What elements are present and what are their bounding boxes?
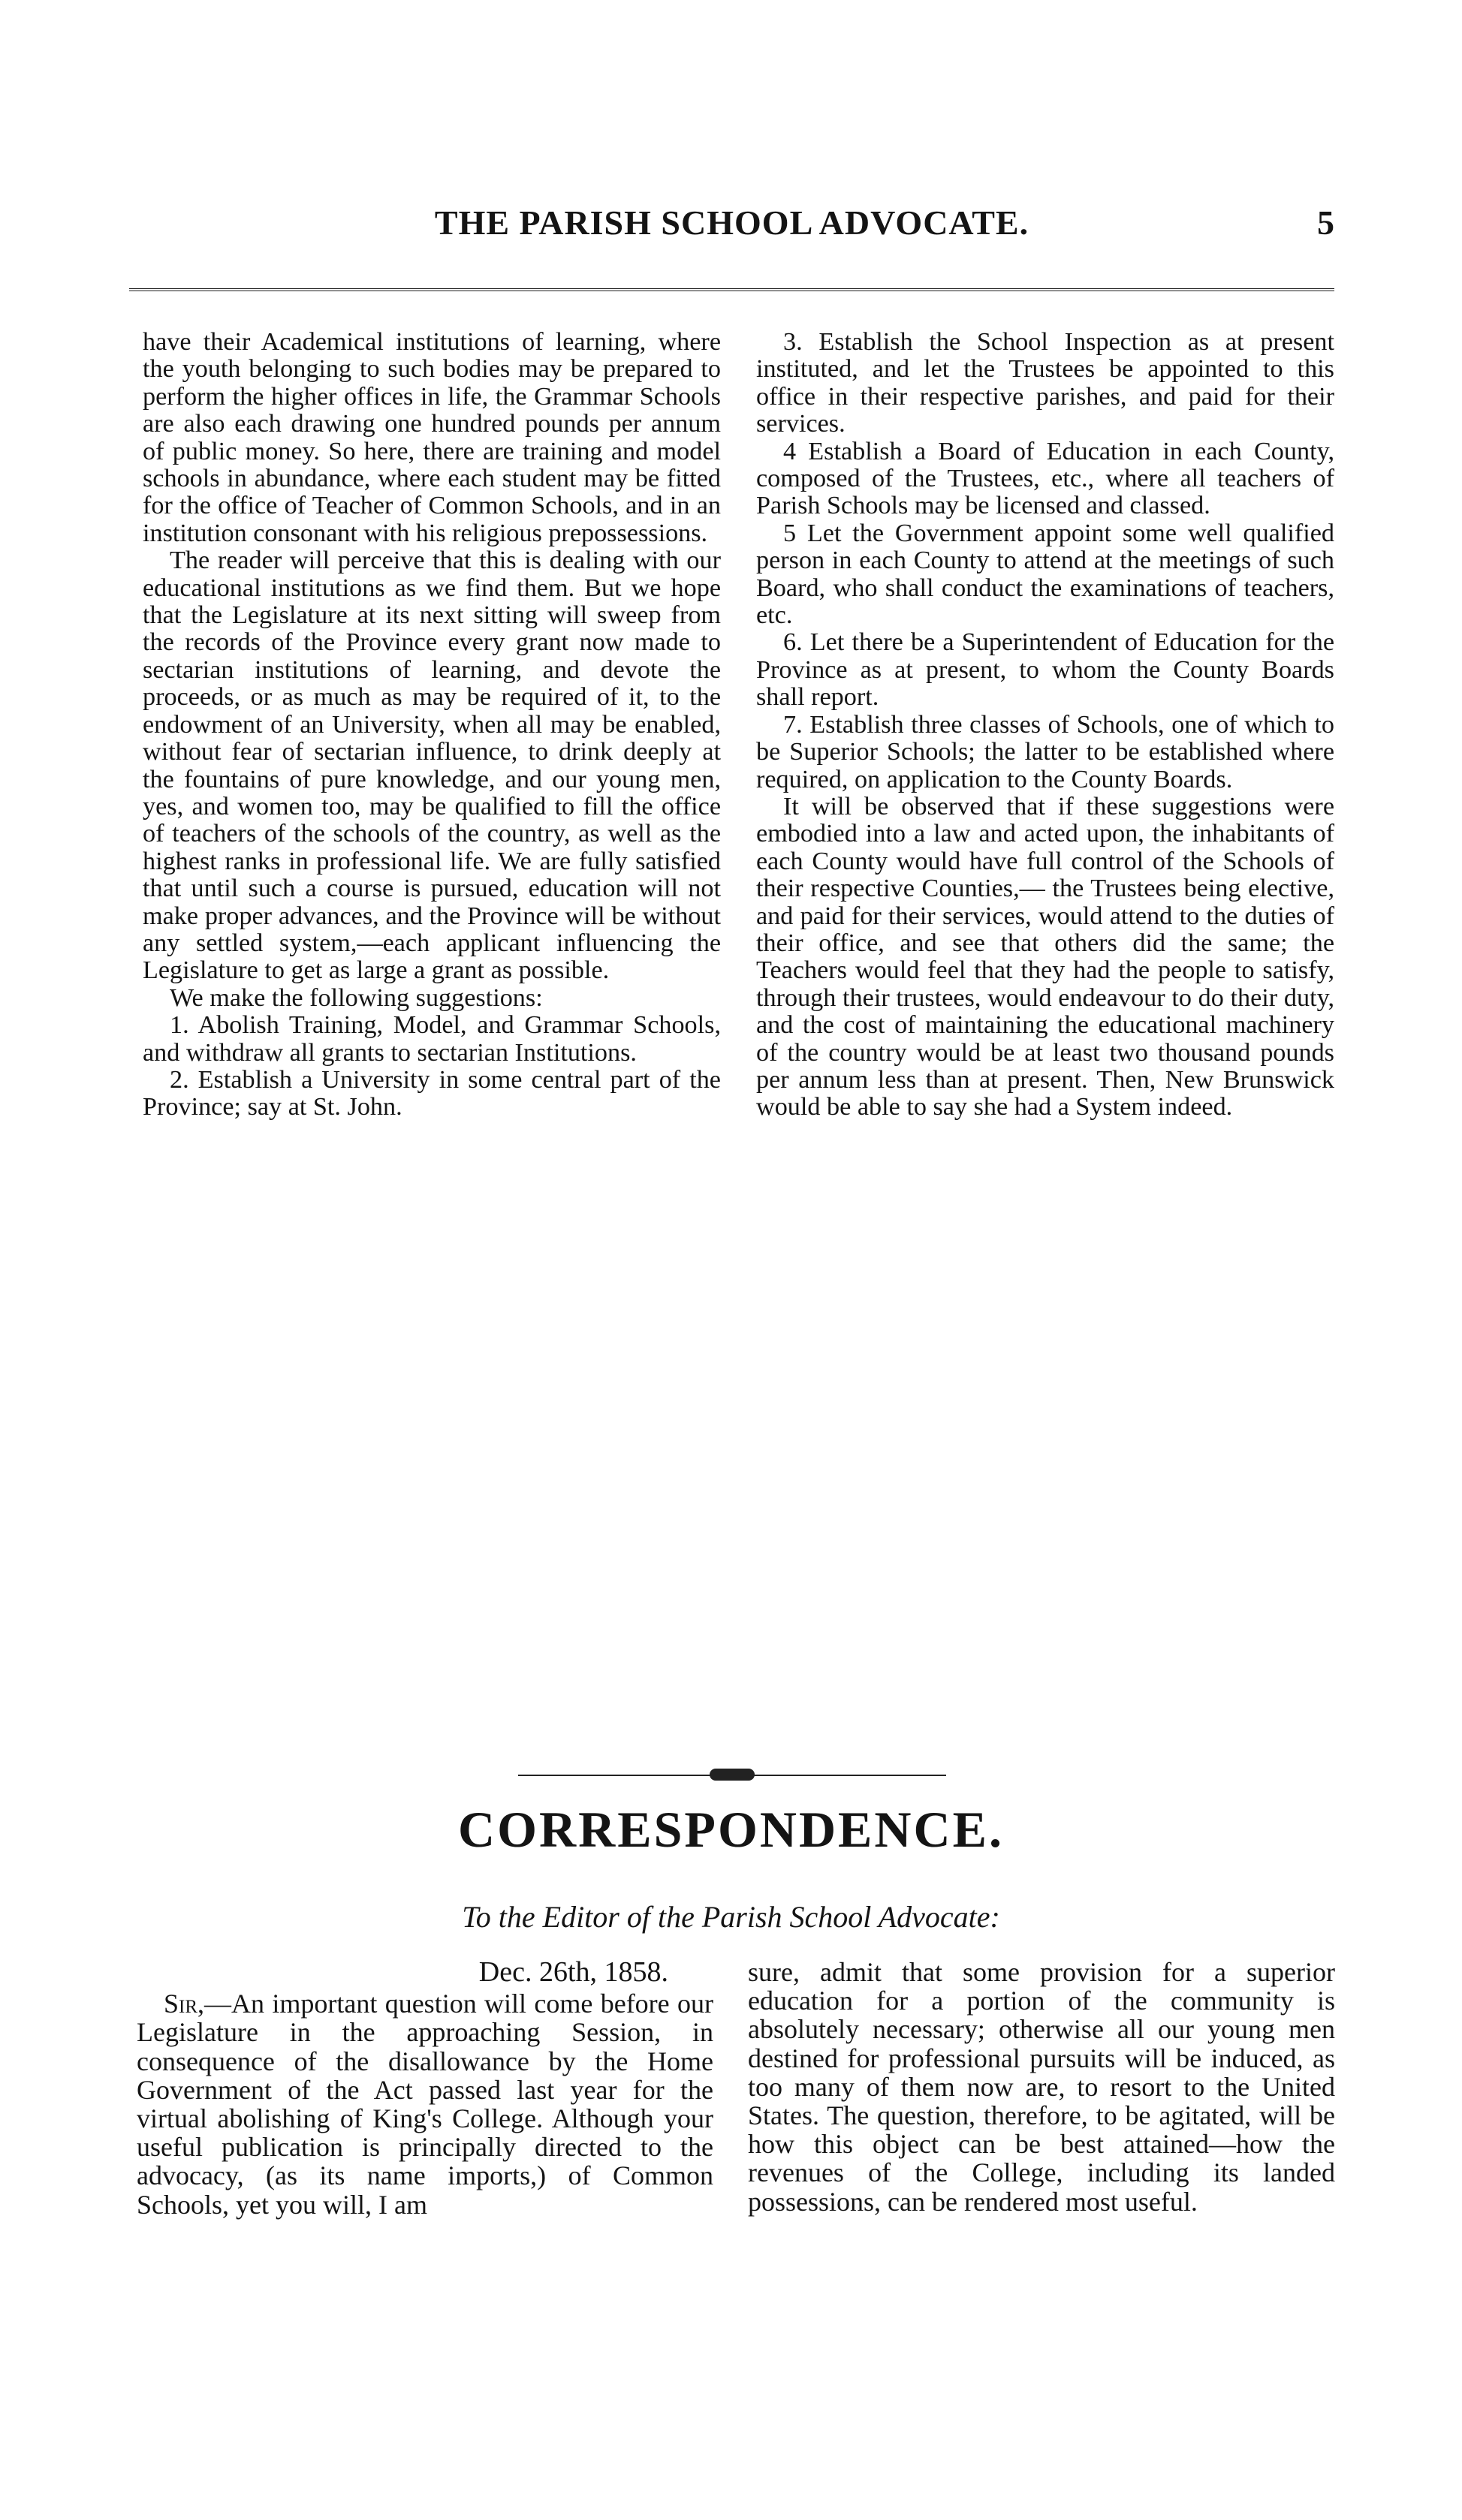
letter-column-left bbox=[137, 1958, 713, 2219]
letter-column-right bbox=[748, 1958, 1335, 2216]
page-number: 5 bbox=[1317, 203, 1334, 242]
paragraph: The reader will perceive that this is dealing with our educational institutions as we find them. But we hope that the Legislature at its next sitting will sweep from the records of the Province every grant now made to sectarian institutions of learning, and devote the proceeds, or as much as may be required of it, to the endowment of an University, when all may be enabled, without fear of sectarian influence, to drink deeply at the fountains of pure knowledge, and our young men, yes, and women too, may be qualified to fill the office of teachers of the schools of the country, as well as the highest ranks in professional life. We are fully satisfied that until such a course is pursued, education will not make proper advances, and the Province will be without any settled system,—each applicant influencing the Legislature to get as large a grant as possible. bbox=[143, 546, 721, 985]
letter-text: —An important question will come before our Legislature in the approaching Session, in consequence of the disallowance by the Home Government of the Act passed last year for the virtual abolishing of King's College. Although your useful publication is principally directed to the advocacy, (as its name imports,) of Common Schools, yet you will, I am bbox=[137, 1989, 713, 2220]
suggestion-item: 6. Let there be a Superintendent of Education for the Province as at present, to whom the County Boards shall report. bbox=[756, 628, 1334, 712]
article-column-left bbox=[143, 329, 721, 1122]
suggestion-item: 1. Abolish Training, Model, and Grammar Schools, and withdraw all grants to sectarian Institutions. bbox=[143, 1011, 721, 1067]
divider-ornament bbox=[710, 1769, 755, 1781]
header-rule bbox=[129, 288, 1334, 291]
salutation: Sir, bbox=[164, 1989, 205, 2019]
ornamental-divider bbox=[518, 1772, 946, 1779]
publication-title: THE PARISH SCHOOL ADVOCATE. bbox=[434, 203, 1029, 242]
suggestion-item: 4 Establish a Board of Education in each County, composed of the Trustees, etc., where all teachers of Parish Schools may be licensed and classed. bbox=[756, 437, 1334, 520]
section-heading: CORRESPONDENCE. bbox=[458, 1801, 1004, 1858]
paragraph: It will be observed that if these suggestions were embodied into a law and acted upon, the inhabitants of each County would have full control of the Schools of their respective Counties,— the Trustees being elective, and paid for their services, would attend to the duties of their office, and see that others did the same; the Teachers would feel that they had the people to satisfy, through their trustees, would endeavour to do their duty, and the cost of maintaining the educational machinery of the country would be at least two thousand pounds per annum less than at present. Then, New Brunswick would be able to say she had a System indeed. bbox=[756, 792, 1334, 1122]
letter-paragraph bbox=[137, 1989, 713, 2219]
paragraph: We make the following suggestions: bbox=[170, 983, 543, 1012]
suggestion-item: 5 Let the Government appoint some well qualified person in each County to attend at the meetings of such Board, who shall conduct the examinations of teachers, etc. bbox=[756, 519, 1334, 630]
running-head bbox=[129, 203, 1334, 263]
letter-address: To the Editor of the Parish School Advocate: bbox=[462, 1900, 1000, 1934]
suggestion-item: 2. Establish a University in some central part of the Province; say at St. John. bbox=[143, 1065, 721, 1122]
article-column-right bbox=[756, 329, 1334, 1122]
suggestion-item: 7. Establish three classes of Schools, one of which to be Superior Schools; the latter to be established where required, on application to the County Boards. bbox=[756, 710, 1334, 793]
suggestion-item: 3. Establish the School Inspection as at present instituted, and let the Trustees be appointed to this office in their respective parishes, and paid for their services. bbox=[756, 328, 1334, 438]
paragraph: have their Academical institutions of learning, where the youth belonging to such bodies may be prepared to perform the higher offices in life, the Grammar Schools are also each drawing one hundred pounds per annum of public money. So here, there are training and model schools in abundance, where each student may be fitted for the office of Teacher of Common Schools, and in an institution consonant with his religious prepossessions. bbox=[143, 328, 721, 547]
letter-paragraph: sure, admit that some provision for a superior education for a portion of the community is absolutely necessary; otherwise all our young men destined for professional pursuits will be induced, as too many of them now are, to resort to the United States. The question, therefore, to be agitated, will be how this object can be best attained—how the revenues of the College, including its landed possessions, can be rendered most useful. bbox=[748, 1957, 1335, 2217]
letter-date: Dec. 26th, 1858. bbox=[478, 1956, 668, 1988]
